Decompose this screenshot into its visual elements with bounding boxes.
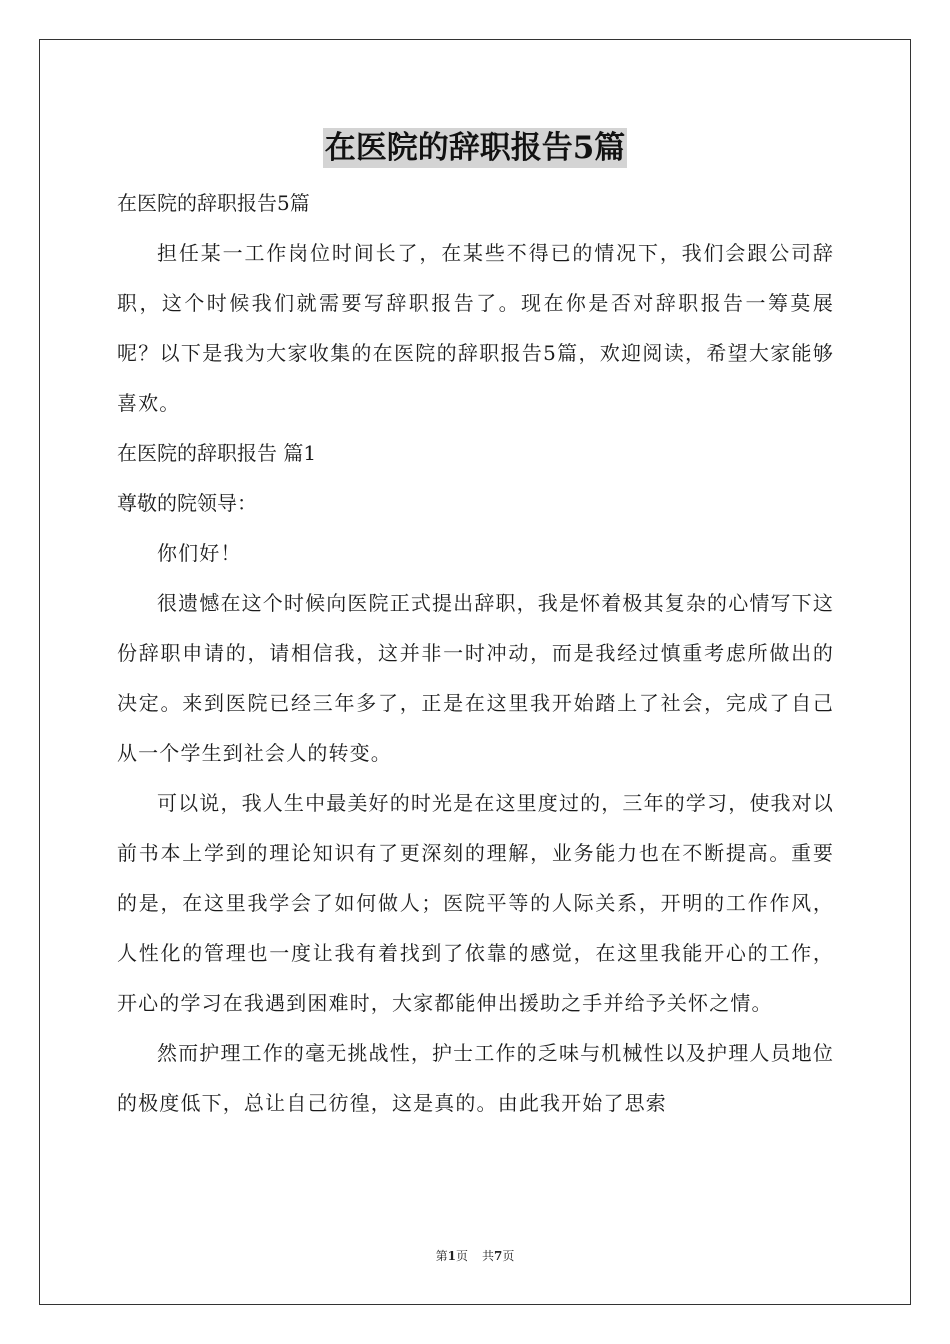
title-container (0, 128, 950, 168)
body-paragraph: 很遗憾在这个时候向医院正式提出辞职，我是怀着极其复杂的心情写下这份辞职申请的，请相信我，这并非一时冲动，而是我经过慎重考虑所做出的决定。来到医院已经三年多了，正是在这里我开始踏上了社会，完成了自己从一个学生到社会人的转变。 (117, 591, 834, 765)
section-heading: 在医院的辞职报告 篇1 (117, 441, 317, 465)
document-title: 在医院的辞职报告5篇 (324, 130, 626, 166)
body-paragraph: 然而护理工作的毫无挑战性，护士工作的乏味与机械性以及护理人员地位的极度低下，总让自己彷徨，这是真的。由此我开始了思索 (117, 1041, 834, 1115)
page-footer (0, 1248, 950, 1264)
document-body (117, 178, 834, 1128)
subtitle: 在医院的辞职报告5篇 (117, 191, 310, 215)
page-total: 7 (494, 1249, 503, 1263)
body-paragraph: 可以说，我人生中最美好的时光是在这里度过的，三年的学习，使我对以前书本上学到的理论知识有了更深刻的理解，业务能力也在不断提高。重要的是，在这里我学会了如何做人；医院平等的人际关系，开明的工作作风，人性化的管理也一度让我有着找到了依靠的感觉，在这里我能开心的工作，开心的学习在我遇到困难时，大家都能伸出援助之手并给予关怀之情。 (117, 791, 834, 1015)
salutation: 尊敬的院领导： (117, 491, 257, 515)
page-number-suffix: 页 (455, 1249, 468, 1263)
page-number-prefix: 第 (435, 1249, 448, 1263)
page-number-current: 1 (447, 1249, 456, 1263)
page-total-suffix: 页 (502, 1249, 515, 1263)
greeting: 你们好！ (157, 541, 242, 565)
intro-paragraph: 担任某一工作岗位时间长了，在某些不得已的情况下，我们会跟公司辞职，这个时候我们就需要写辞职报告了。现在你是否对辞职报告一筹莫展呢？以下是我为大家收集的在医院的辞职报告5篇，欢迎阅读，希望大家能够喜欢。 (117, 241, 834, 415)
page-total-prefix: 共 (482, 1249, 495, 1263)
